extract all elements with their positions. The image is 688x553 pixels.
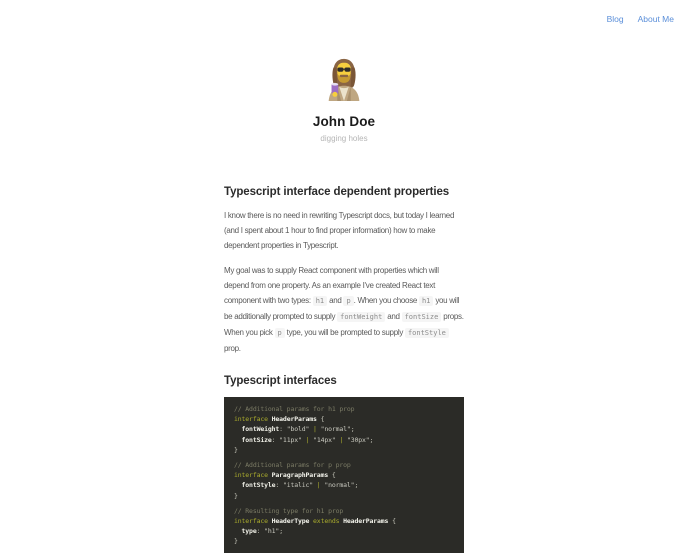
code-line: } [234,445,238,454]
site-author-name: John Doe [312,114,376,129]
inline-code-chip: fontWeight [337,312,385,322]
inline-code-chip: h1 [419,296,433,306]
nav-link-blog[interactable]: Blog [606,14,624,24]
site-tagline: digging holes [320,134,368,143]
post-paragraph-2: My goal was to supply React component with properties which will depend from one property. As an example I've created React text component with two types: h1 and p . When you choose h1 you will be additionally prompted to supply fontWeight and fontSize props. When you pick p type, you will be prompted to supply fontStyle prop. [224,266,464,353]
dude-avatar [321,56,367,102]
article [224,186,464,553]
code-line: interface HeaderType extends HeaderParams { [234,516,396,525]
code-line: fontStyle: "italic" | "normal"; [234,481,359,490]
code-line: // Resulting type for h1 prop [234,506,344,515]
code-line: // Additional params for h1 prop [234,405,355,413]
code-line: fontWeight: "bold" | "normal"; [234,425,355,434]
typescript-code-block [224,397,464,553]
post-paragraph-1: I know there is no need in rewriting Typescript docs, but today I learned (and I spent about 1 hour to find proper information) how to make dependent properties in Typescript. [224,211,455,250]
inline-code-chip: fontSize [402,312,442,322]
code-line: fontSize: "11px" | "14px" | "30px"; [234,435,374,444]
code-line: interface ParagraphParams { [234,471,336,480]
code-line: type: "h1"; [234,527,283,536]
top-nav [607,14,674,24]
code-line: // Additional params for p prop [234,460,351,469]
post-title: Typescript interface dependent properties [224,186,450,198]
code-line: } [234,491,238,500]
inline-code-chip: p [275,328,285,338]
profile-header [0,0,688,143]
nav-link-about-me[interactable]: About Me [637,14,674,24]
inline-code-chip: p [343,296,353,306]
section-title-typescript-interfaces: Typescript interfaces [224,375,337,387]
inline-code-chip: fontStyle [405,328,449,338]
inline-code-chip: h1 [313,296,327,306]
code-line: } [234,537,238,546]
code-line: interface HeaderParams { [234,415,325,424]
